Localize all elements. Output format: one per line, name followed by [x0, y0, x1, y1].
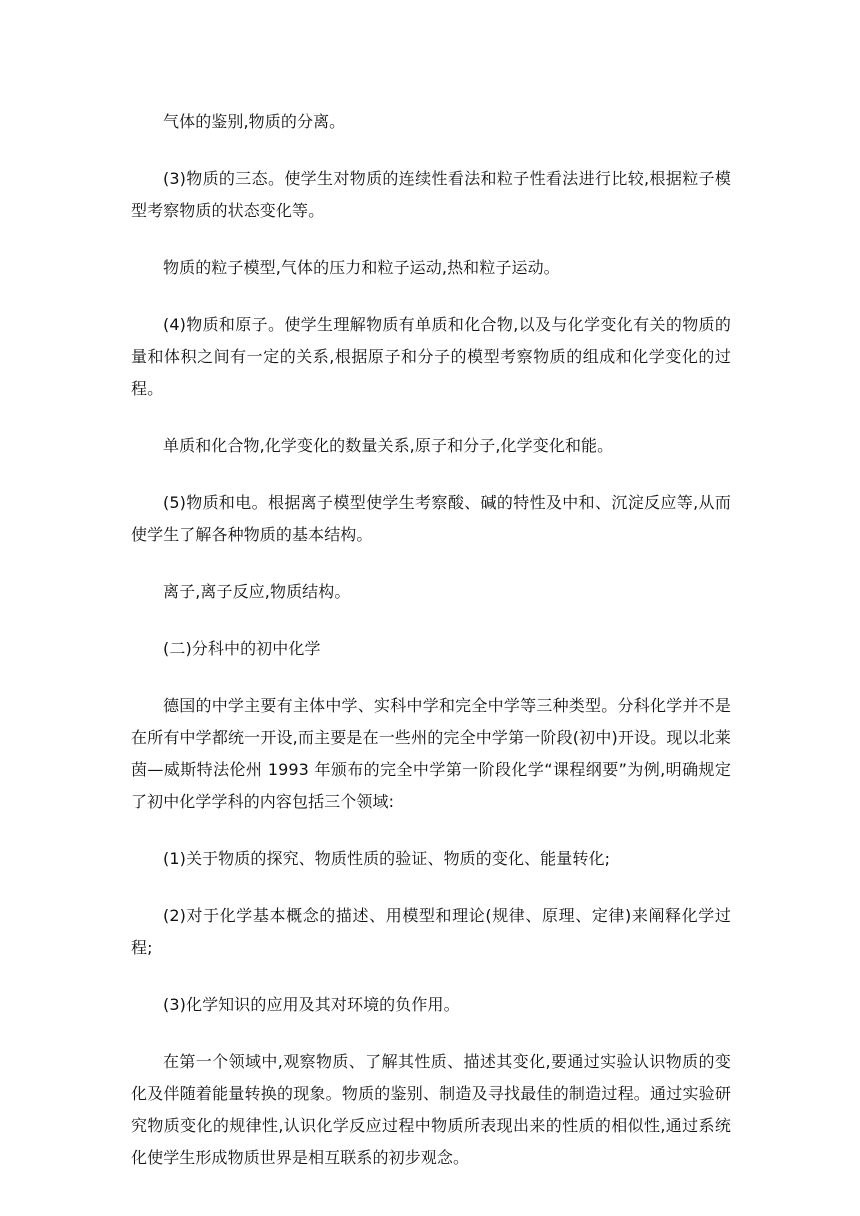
paragraph: (3)化学知识的应用及其对环境的负作用。	[163, 995, 460, 1014]
section-heading: (二)分科中的初中化学	[163, 639, 321, 658]
paragraph: (2)对于化学基本概念的描述、用模型和理论(规律、原理、定律)来阐释化学过程;	[131, 906, 731, 957]
paragraph: 德国的中学主要有主体中学、实科中学和完全中学等三种类型。分科化学并不是在所有中学都统一开设,而主要是在一些州的完全中学第一阶段(初中)开设。现以北莱茵—威斯特法伦州 1993 年颁布的完全中学第一阶段化学“课程纲要”为例,明确规定了初中化学学科的内容包括三个领域:	[131, 696, 731, 811]
paragraph: (5)物质和电。根据离子模型使学生考察酸、碱的特性及中和、沉淀反应等,从而使学生了解各种物质的基本结构。	[131, 493, 731, 544]
paragraph: 在第一个领域中,观察物质、了解其性质、描述其变化,要通过实验认识物质的变化及伴随着能量转换的现象。物质的鉴别、制造及寻找最佳的制造过程。通过实验研究物质变化的规律性,认识化学反应过程中物质所表现出来的性质的相似性,通过系统化使学生形成物质世界是相互联系的初步观念。	[131, 1052, 731, 1167]
paragraph: 离子,离子反应,物质结构。	[163, 582, 351, 601]
paragraph: (4)物质和原子。使学生理解物质有单质和化合物,以及与化学变化有关的物质的量和体积之间有一定的关系,根据原子和分子的模型考察物质的组成和化学变化的过程。	[131, 315, 731, 398]
paragraph: 气体的鉴别,物质的分离。	[163, 112, 346, 131]
paragraph: 物质的粒子模型,气体的压力和粒子运动,热和粒子运动。	[163, 258, 560, 277]
paragraph: (1)关于物质的探究、物质性质的验证、物质的变化、能量转化;	[163, 849, 611, 868]
paragraph: 单质和化合物,化学变化的数量关系,原子和分子,化学变化和能。	[163, 436, 614, 455]
paragraph: (3)物质的三态。使学生对物质的连续性看法和粒子性看法进行比较,根据粒子模型考察物质的状态变化等。	[131, 169, 731, 220]
document-body	[131, 106, 731, 1199]
